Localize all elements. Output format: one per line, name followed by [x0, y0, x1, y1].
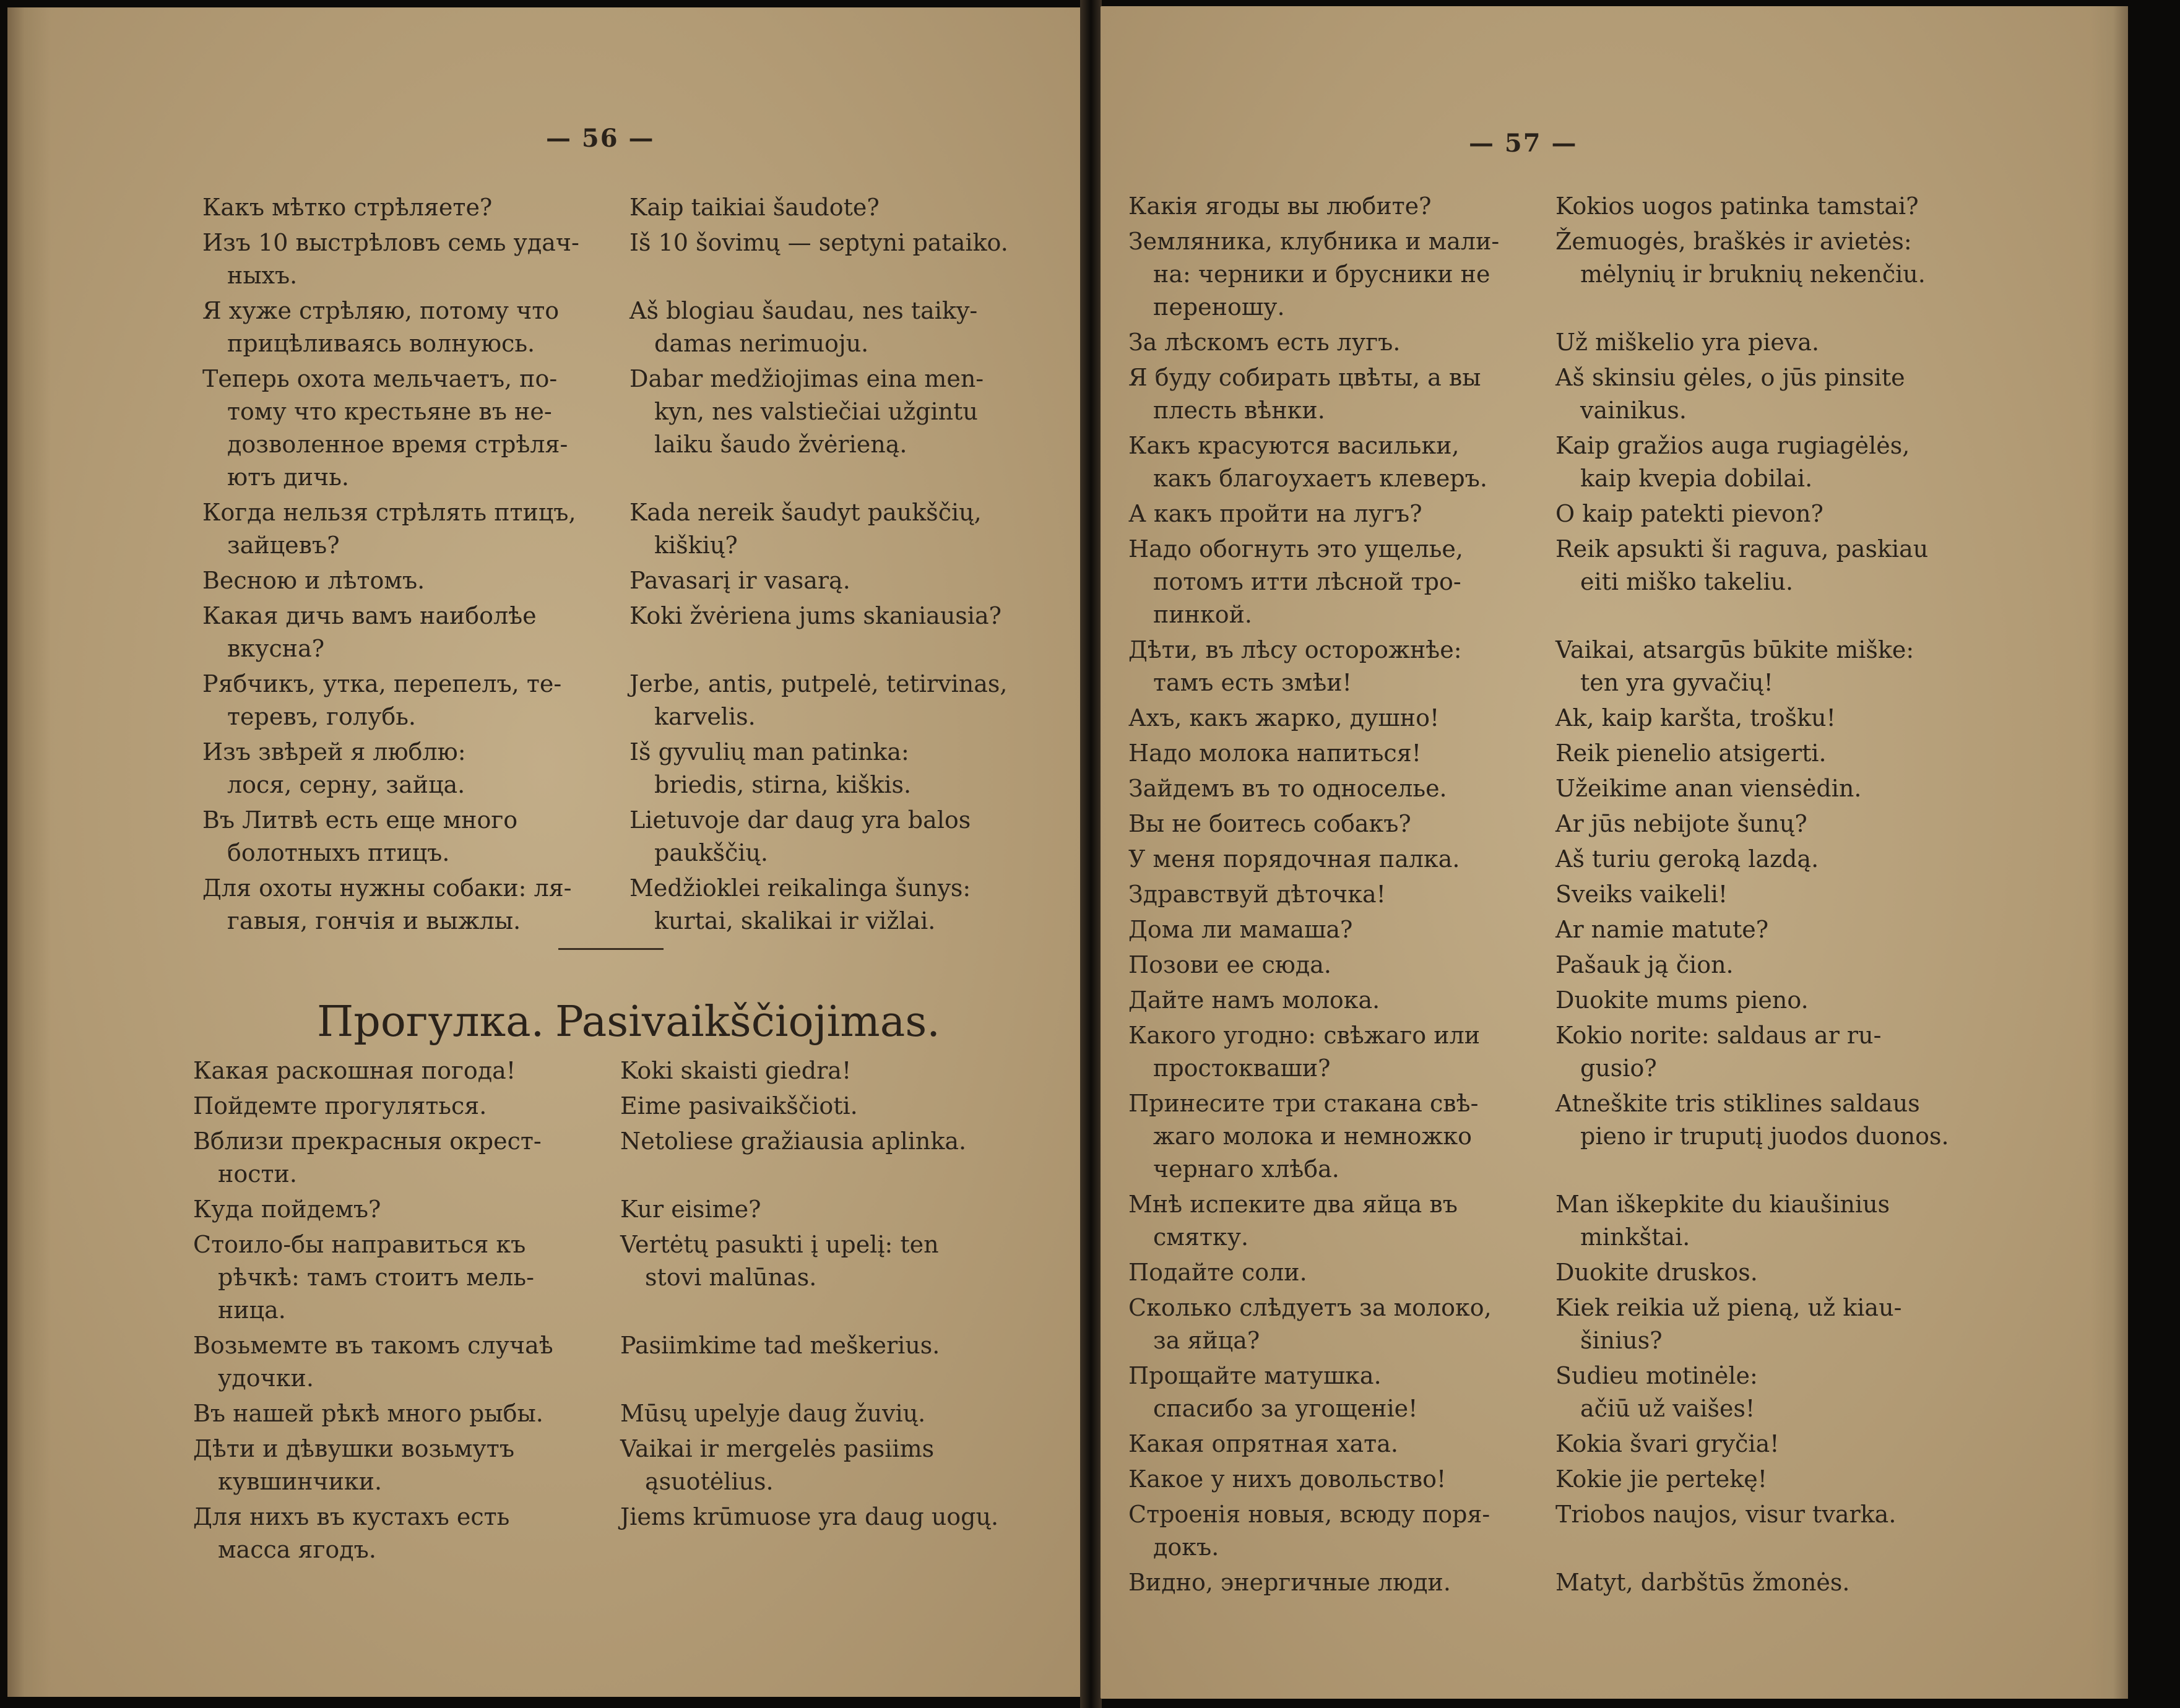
- right-ru-line: Дома ли мамаша?: [1128, 916, 1353, 943]
- hunting-lt-line: karvelis.: [654, 703, 756, 730]
- right-lt-line: Aš skinsiu gėles, o jūs pinsite: [1555, 364, 1905, 391]
- hunting-lt-line: kiškių?: [654, 532, 738, 559]
- hunting-ru-line: дозволенное время стрѣля-: [227, 431, 568, 458]
- right-ru-line: Здравствуй дѣточка!: [1128, 881, 1386, 908]
- right-lt-line: eiti miško takeliu.: [1580, 568, 1794, 595]
- walk-lt-line: Kur eisime?: [620, 1196, 761, 1223]
- right-ru-line: Видно, энергичные люди.: [1128, 1569, 1451, 1596]
- walk-ru-line: ница.: [218, 1296, 286, 1324]
- right-lt-line: Reik apsukti ši raguva, paskiau: [1555, 535, 1929, 563]
- right-lt-line: Ar jūs nebijote šunų?: [1555, 810, 1807, 837]
- right-lt-line: pieno ir truputį juodos duonos.: [1580, 1123, 1949, 1150]
- hunting-ru-line: болотныхъ птицъ.: [227, 839, 450, 866]
- walk-ru-line: Куда пойдемъ?: [193, 1196, 381, 1223]
- right-lt-line: Triobos naujos, visur tvarka.: [1555, 1501, 1897, 1528]
- walk-ru-line: Для нихъ въ кустахъ есть: [193, 1503, 510, 1530]
- right-ru-line: докъ.: [1153, 1533, 1219, 1561]
- walk-lt-line: ąsuotėlius.: [645, 1468, 774, 1495]
- right-ru-line: Какъ красуются васильки,: [1128, 432, 1460, 459]
- right-lt-line: Žemuogės, braškės ir avietės:: [1555, 228, 1912, 255]
- right-lt-line: Vaikai, atsargūs būkite miške:: [1555, 636, 1914, 663]
- right-ru-line: Какое у нихъ довольство!: [1128, 1465, 1447, 1493]
- right-ru-line: Сколько слѣдуетъ за молоко,: [1128, 1294, 1492, 1321]
- hunting-lt-line: Koki žvėriena jums skaniausia?: [629, 602, 1001, 629]
- right-ru-line: плесть вѣнки.: [1153, 397, 1325, 424]
- right-page: [1101, 6, 2128, 1699]
- section-title-lt: Pasivaikščiojimas.: [555, 998, 940, 1046]
- walk-ru-line: Въ нашей рѣкѣ много рыбы.: [193, 1400, 543, 1427]
- hunting-lt-line: damas nerimuoju.: [654, 330, 869, 357]
- right-lt-line: Kokia švari gryčia!: [1555, 1430, 1780, 1457]
- right-ru-line: Дайте намъ молока.: [1128, 986, 1380, 1014]
- walk-ru-line: ности.: [218, 1160, 297, 1188]
- walk-ru-line: Какая раскошная погода!: [193, 1057, 516, 1084]
- right-ru-line: потомъ итти лѣсной тро-: [1153, 568, 1461, 595]
- right-ru-line: Я буду собирать цвѣты, а вы: [1128, 364, 1481, 391]
- right-ru-line: Позови ее сюда.: [1128, 951, 1331, 978]
- right-lt-line: Man iškepkite du kiaušinius: [1555, 1191, 1890, 1218]
- right-lt-line: vainikus.: [1580, 397, 1687, 424]
- hunting-ru-line: Какая дичь вамъ наиболѣе: [202, 602, 537, 629]
- right-lt-line: ačiū už vaišes!: [1580, 1395, 1755, 1422]
- right-lt-line: Užeikime anan viensėdin.: [1555, 775, 1862, 802]
- walk-lt-line: Mūsų upelyje daug žuvių.: [620, 1400, 926, 1427]
- right-lt-line: O kaip patekti pievon?: [1555, 500, 1823, 527]
- hunting-lt-line: kurtai, skalikai ir vižlai.: [654, 907, 936, 934]
- right-lt-line: Už miškelio yra pieva.: [1555, 329, 1820, 356]
- walk-lt-line: Netoliese gražiausia aplinka.: [620, 1128, 967, 1155]
- right-ru-line: Мнѣ испеките два яйца въ: [1128, 1191, 1458, 1218]
- right-ru-line: Какого угодно: свѣжаго или: [1128, 1022, 1481, 1049]
- right-ru-line: А какъ пройти на лугъ?: [1128, 500, 1422, 527]
- walk-ru-line: Вблизи прекрасныя окрест-: [193, 1128, 542, 1155]
- right-lt-line: gusio?: [1580, 1055, 1657, 1082]
- walk-lt-line: Koki skaisti giedra!: [620, 1057, 852, 1084]
- right-ru-line: Какія ягоды вы любите?: [1128, 192, 1432, 220]
- hunting-ru-line: Когда нельзя стрѣлять птицъ,: [202, 499, 576, 526]
- right-ru-line: на: черники и брусники не: [1153, 261, 1490, 288]
- walk-ru-line: масса ягодъ.: [218, 1536, 376, 1563]
- hunting-lt-line: briedis, stirna, kiškis.: [654, 771, 912, 798]
- hunting-ru-line: лося, серну, зайца.: [227, 771, 465, 798]
- right-ru-line: У меня порядочная палка.: [1128, 845, 1460, 873]
- right-ru-line: Какая опрятная хата.: [1128, 1430, 1398, 1457]
- hunting-ru-line: Въ Литвѣ есть еще много: [202, 806, 518, 834]
- right-ru-line: Ахъ, какъ жарко, душно!: [1128, 704, 1440, 731]
- hunting-ru-line: Весною и лѣтомъ.: [202, 567, 425, 594]
- walk-ru-line: кувшинчики.: [218, 1468, 383, 1495]
- right-ru-line: какъ благоухаетъ клеверъ.: [1153, 465, 1487, 492]
- hunting-ru-line: зайцевъ?: [227, 532, 340, 559]
- right-lt-line: Aš turiu gerоką lazdą.: [1555, 845, 1819, 873]
- right-lt-line: Duokite mums pieno.: [1555, 986, 1809, 1014]
- hunting-ru-line: Изъ 10 выстрѣловъ семь удач-: [202, 229, 579, 256]
- right-ru-line: Строенія новыя, всюду поря-: [1128, 1501, 1490, 1528]
- book-gutter: [1080, 0, 1102, 1708]
- right-ru-line: простокваши?: [1153, 1055, 1331, 1082]
- hunting-ru-line: Изъ звѣрей я люблю:: [202, 738, 466, 766]
- hunting-ru-line: Я хуже стрѣляю, потому что: [202, 297, 560, 324]
- page-number-right: — 57 —: [1469, 129, 1578, 158]
- right-lt-line: Sveiks vaikeli!: [1555, 881, 1728, 908]
- right-ru-line: жаго молока и немножко: [1153, 1123, 1472, 1150]
- page-number-left: — 56 —: [546, 124, 655, 153]
- walk-ru-line: Возьмемте въ такомъ случаѣ: [193, 1332, 553, 1359]
- hunting-lt-line: Iš 10 šovimų — septyni pataiko.: [629, 229, 1008, 256]
- walk-lt-line: Vertėtų pasukti į upelį: ten: [620, 1231, 939, 1258]
- hunting-lt-line: kyn, nes valstiečiai užgintu: [654, 398, 978, 425]
- hunting-lt-line: paukščių.: [654, 839, 768, 866]
- hunting-ru-line: вкусна?: [227, 635, 325, 662]
- hunting-lt-line: Pavasarį ir vasarą.: [629, 567, 850, 594]
- right-lt-line: Kokio norite: saldaus ar ru-: [1555, 1022, 1882, 1049]
- hunting-ru-line: тому что крестьяне въ не-: [227, 398, 552, 425]
- walk-lt-line: Pasiimkime tad meškerius.: [620, 1332, 940, 1359]
- right-ru-line: тамъ есть змѣи!: [1153, 669, 1352, 696]
- right-ru-line: переношу.: [1153, 293, 1285, 321]
- hunting-ru-line: Для охоты нужны собаки: ля-: [202, 874, 572, 902]
- right-ru-line: Дѣти, въ лѣсу осторожнѣе:: [1128, 636, 1462, 663]
- hunting-lt-line: Lietuvoje dar daug yra balos: [629, 806, 971, 834]
- right-lt-line: kaip kvepia dobilai.: [1580, 465, 1813, 492]
- hunting-ru-line: ютъ дичь.: [227, 464, 349, 491]
- hunting-lt-line: Medžioklei reikalinga šunys:: [629, 874, 971, 902]
- right-ru-line: чернаго хлѣба.: [1153, 1155, 1339, 1183]
- left-page-edge: [7, 7, 51, 1697]
- right-lt-line: Duokite druskos.: [1555, 1259, 1758, 1286]
- hunting-ru-line: Какъ мѣтко стрѣляете?: [202, 194, 493, 221]
- hunting-ru-line: теревъ, голубь.: [227, 703, 416, 730]
- right-lt-line: šinius?: [1580, 1327, 1663, 1354]
- right-ru-line: за яйца?: [1153, 1327, 1260, 1354]
- hunting-lt-line: Kaip taikiai šaudote?: [629, 194, 880, 221]
- walk-ru-line: рѣчкѣ: тамъ стоитъ мель-: [218, 1264, 534, 1291]
- right-ru-line: Принесите три стакана свѣ-: [1128, 1090, 1479, 1117]
- right-lt-line: Ar namie matute?: [1555, 916, 1769, 943]
- right-ru-line: Надо обогнуть это ущелье,: [1128, 535, 1463, 563]
- right-lt-line: Matyt, darbštūs žmonės.: [1555, 1569, 1850, 1596]
- right-ru-line: Подайте соли.: [1128, 1259, 1307, 1286]
- right-lt-line: mėlynių ir bruknių nekenčiu.: [1580, 261, 1926, 288]
- hunting-lt-line: Dabar medžiojimas eina men-: [629, 365, 984, 392]
- hunting-lt-line: Jerbe, antis, putpelė, tetirvinas,: [629, 670, 1008, 697]
- walk-ru-line: удочки.: [218, 1365, 314, 1392]
- walk-lt-line: stovi malūnas.: [645, 1264, 817, 1291]
- walk-ru-line: Дѣти и дѣвушки возьмутъ: [193, 1435, 514, 1462]
- right-ru-line: Прощайте матушка.: [1128, 1362, 1382, 1389]
- right-ru-line: спасибо за угощеніе!: [1153, 1395, 1418, 1422]
- hunting-ru-line: Теперь охота мельчаетъ, по-: [202, 365, 558, 392]
- hunting-ru-line: гавыя, гончія и выжлы.: [227, 907, 521, 934]
- right-lt-line: Pašauk ją čion.: [1555, 951, 1734, 978]
- hunting-lt-line: Aš blogiau šaudau, nes taiky-: [629, 297, 978, 324]
- right-lt-line: Kokios uogos patinka tamstai?: [1555, 192, 1919, 220]
- section-divider: [558, 948, 664, 950]
- right-lt-line: Kokie jie pertekę!: [1555, 1465, 1768, 1493]
- hunting-lt-line: Kada nereik šaudyt paukščių,: [629, 499, 982, 526]
- hunting-ru-line: прицѣливаясь волнуюсь.: [227, 330, 535, 357]
- walk-lt-line: Eime pasivaikščioti.: [620, 1092, 858, 1119]
- left-page: [7, 7, 1081, 1697]
- hunting-lt-line: laiku šaudo žvėrieną.: [654, 431, 907, 458]
- hunting-ru-line: ныхъ.: [227, 262, 298, 289]
- right-lt-line: Sudieu motinėle:: [1555, 1362, 1758, 1389]
- walk-lt-line: Vaikai ir mergelės pasiims: [620, 1435, 935, 1462]
- right-lt-line: Ak, kaip karšta, trošku!: [1555, 704, 1836, 731]
- hunting-ru-line: Рябчикъ, утка, перепелъ, те-: [202, 670, 562, 697]
- right-ru-line: За лѣскомъ есть лугъ.: [1128, 329, 1401, 356]
- right-lt-line: minkštai.: [1580, 1223, 1690, 1251]
- walk-ru-line: Пойдемте прогуляться.: [193, 1092, 487, 1119]
- right-ru-line: Вы не боитесь собакъ?: [1128, 810, 1411, 837]
- right-ru-line: Надо молока напиться!: [1128, 740, 1421, 767]
- right-lt-line: ten yra gyvačių!: [1580, 669, 1773, 696]
- hunting-lt-line: Iš gyvulių man patinka:: [629, 738, 909, 766]
- right-page-edge: [2091, 6, 2128, 1699]
- right-lt-line: Atneškite tris stiklines saldaus: [1555, 1090, 1920, 1117]
- right-lt-line: Reik pienelio atsigerti.: [1555, 740, 1827, 767]
- right-ru-line: пинкой.: [1153, 601, 1253, 628]
- right-lt-line: Kiek reikia už pieną, už kiau-: [1555, 1294, 1902, 1321]
- right-ru-line: смятку.: [1153, 1223, 1249, 1251]
- walk-lt-line: Jiems krūmuose yra daug uogų.: [620, 1503, 999, 1530]
- section-title-ru: Прогулка.: [317, 998, 545, 1046]
- walk-ru-line: Стоило-бы направиться къ: [193, 1231, 526, 1258]
- right-ru-line: Земляника, клубника и мали-: [1128, 228, 1500, 255]
- right-ru-line: Зайдемъ въ то односелье.: [1128, 775, 1447, 802]
- right-lt-line: Kaip gražios auga rugiagėlės,: [1555, 432, 1910, 459]
